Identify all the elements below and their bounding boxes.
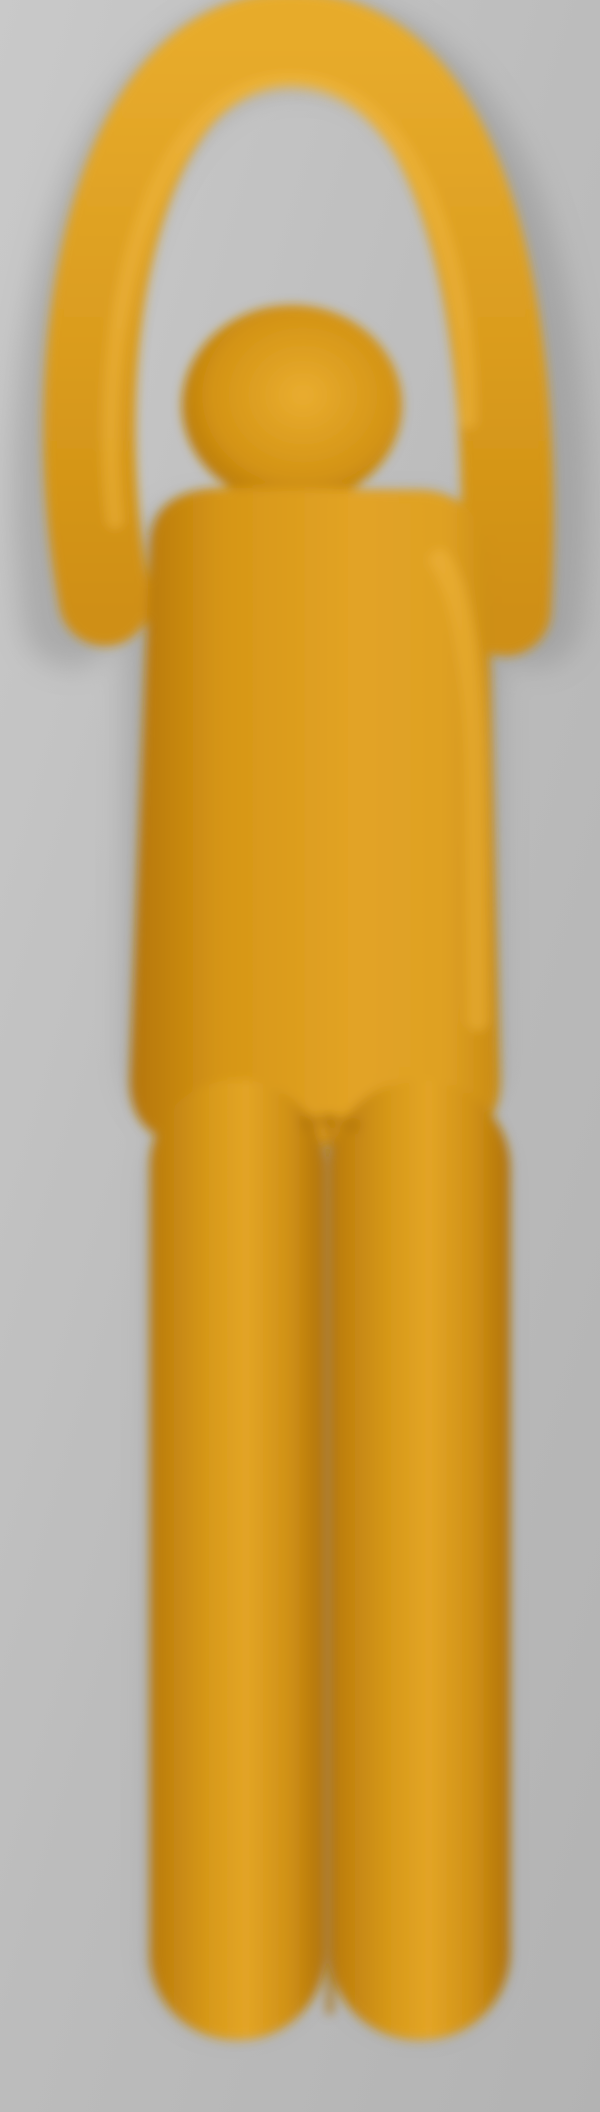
figure-head [182, 305, 402, 505]
figure-right-leg [330, 1080, 510, 2040]
figure-left-leg [150, 1080, 325, 2040]
